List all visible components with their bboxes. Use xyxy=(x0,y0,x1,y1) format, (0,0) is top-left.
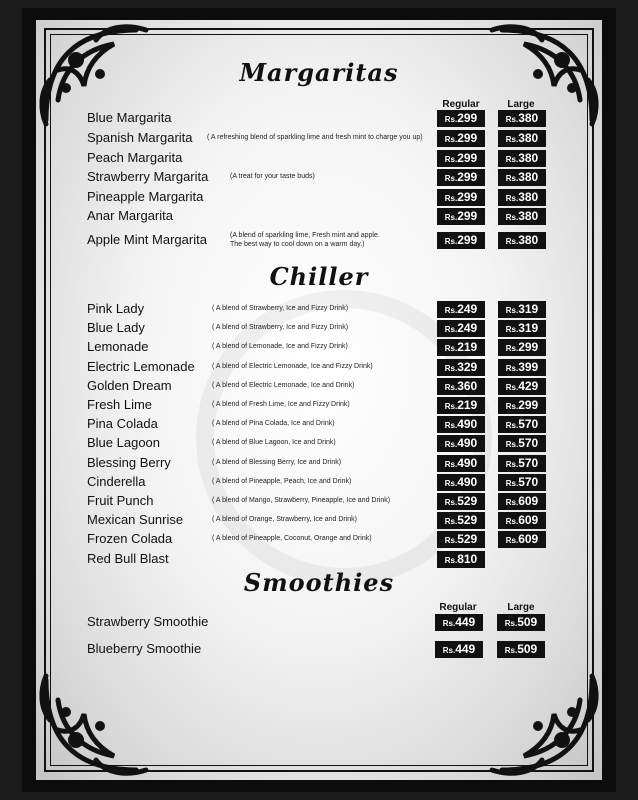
menu-item-row xyxy=(87,301,557,320)
price-large: Rs.429 xyxy=(498,378,546,395)
menu-item-row xyxy=(87,614,557,633)
price-large: Rs.609 xyxy=(498,512,546,529)
price-large: Rs.509 xyxy=(497,641,545,658)
price-regular: Rs.490 xyxy=(437,416,485,433)
item-name: Strawberry Margarita xyxy=(87,169,209,184)
menu-item-row xyxy=(87,169,557,188)
item-name: Electric Lemonade xyxy=(87,358,195,374)
item-description: ( A refreshing blend of sparkling lime and fresh mint to charge you up) xyxy=(207,134,423,141)
item-description: ( A blend of Orange, Strawberry, Ice and Drink) xyxy=(212,516,357,524)
item-name: Golden Dream xyxy=(87,377,172,393)
menu-item-row xyxy=(87,474,557,493)
item-description: ( A blend of Strawberry, Ice and Fizzy Drink) xyxy=(212,324,349,332)
item-description: (A blend of sparkling lime, Fresh mint and apple. The best way to cool down on a warm day.) xyxy=(230,232,380,248)
price-regular: Rs.299 xyxy=(437,130,485,147)
price-large: Rs.380 xyxy=(498,169,546,186)
item-name: Fruit Punch xyxy=(87,493,154,508)
menu-item-row xyxy=(87,339,557,358)
price-large: Rs.380 xyxy=(498,130,546,147)
price-regular: Rs.329 xyxy=(437,359,485,376)
item-description: ( A blend of Mango, Strawberry, Pineapple, Ice and Drink) xyxy=(212,497,391,504)
menu-item-row xyxy=(87,435,557,454)
price-regular: Rs.299 xyxy=(437,189,485,206)
item-description: (A treat for your taste buds) xyxy=(230,173,315,180)
item-name: Pina Colada xyxy=(87,416,158,432)
menu-item-row xyxy=(87,110,557,129)
section-title-chiller: Chiller xyxy=(269,262,369,291)
price-regular: Rs.529 xyxy=(437,512,485,529)
price-regular: Rs.299 xyxy=(437,232,485,249)
price-large: Rs.380 xyxy=(498,208,546,225)
price-large: Rs.380 xyxy=(498,189,546,206)
price-regular: Rs.360 xyxy=(437,378,485,395)
price-regular: Rs.490 xyxy=(437,455,485,472)
item-name: Anar Margarita xyxy=(87,208,173,223)
menu-item-row xyxy=(87,130,557,149)
item-name: Frozen Colada xyxy=(87,531,173,547)
section-title-margaritas: Margaritas xyxy=(239,58,399,87)
price-large: Rs.380 xyxy=(498,110,546,127)
price-large: Rs.570 xyxy=(498,435,546,452)
menu-item-row xyxy=(87,416,557,435)
item-name: Blueberry Smoothie xyxy=(87,641,202,656)
price-regular: Rs.529 xyxy=(437,493,485,510)
item-name: Pineapple Margarita xyxy=(87,189,204,204)
item-description: ( A blend of Strawberry, Ice and Fizzy Drink) xyxy=(212,305,349,312)
item-name: Fresh Lime xyxy=(87,397,153,412)
item-description: ( A blend of Blue Lagoon, Ice and Drink) xyxy=(212,439,336,447)
column-header-regular: Regular xyxy=(439,602,477,613)
item-description: ( A blend of Electric Lemonade, Ice and Fizzy Drink) xyxy=(212,362,373,370)
price-large: Rs.570 xyxy=(498,416,546,433)
ornament-corner-icon xyxy=(482,670,602,780)
item-name: Blue Margarita xyxy=(87,110,172,125)
menu-item-row xyxy=(87,551,557,570)
price-regular: Rs.249 xyxy=(437,320,485,337)
item-description: ( A blend of Blessing Berry, Ice and Drink) xyxy=(212,458,342,466)
menu-item-row xyxy=(87,320,557,339)
price-large: Rs.399 xyxy=(498,359,546,376)
menu-item-row xyxy=(87,512,557,531)
price-regular: Rs.299 xyxy=(437,208,485,225)
price-large: Rs.380 xyxy=(498,150,546,167)
menu-item-row xyxy=(87,493,557,512)
price-regular: Rs.219 xyxy=(437,339,485,356)
menu-item-row xyxy=(87,455,557,474)
price-regular: Rs.219 xyxy=(437,397,485,414)
menu-item-row xyxy=(87,208,557,227)
item-name: Mexican Sunrise xyxy=(87,512,184,528)
item-name: Blue Lagoon xyxy=(87,435,161,451)
price-regular: Rs.529 xyxy=(437,531,485,548)
price-large: Rs.319 xyxy=(498,320,546,337)
price-large: Rs.570 xyxy=(498,455,546,472)
menu-item-row xyxy=(87,641,557,660)
item-description: ( A blend of Lemonade, Ice and Fizzy Drink) xyxy=(212,343,348,351)
price-large: Rs.609 xyxy=(498,493,546,510)
item-name: Cinderella xyxy=(87,473,146,489)
menu-item-row xyxy=(87,232,557,251)
item-name: Pink Lady xyxy=(87,301,145,316)
menu-item-row xyxy=(87,397,557,416)
price-large: Rs.299 xyxy=(498,339,546,356)
item-name: Strawberry Smoothie xyxy=(87,614,209,629)
item-name: Blue Lady xyxy=(87,320,145,336)
column-header-large: Large xyxy=(507,602,535,613)
price-large: Rs.609 xyxy=(498,531,546,548)
item-description: ( A blend of Pineapple, Peach, Ice and Drink) xyxy=(212,477,352,485)
item-description: ( A blend of Electric Lemonade, Ice and Drink) xyxy=(212,381,355,389)
item-name: Spanish Margarita xyxy=(87,130,193,145)
price-regular: Rs.449 xyxy=(435,641,483,658)
price-regular: Rs.249 xyxy=(437,301,485,318)
item-name: Red Bull Blast xyxy=(87,550,169,566)
menu-item-row xyxy=(87,359,557,378)
item-description: ( A blend of Pina Colada, Ice and Drink) xyxy=(212,420,335,428)
item-name: Blessing Berry xyxy=(87,454,171,470)
menu-item-row xyxy=(87,531,557,550)
price-regular: Rs.449 xyxy=(435,614,483,631)
price-large: Rs.380 xyxy=(498,232,546,249)
price-large: Rs.509 xyxy=(497,614,545,631)
price-regular: Rs.490 xyxy=(437,474,485,491)
column-header-large: Large xyxy=(507,99,535,110)
item-name: Lemonade xyxy=(87,339,149,355)
menu-item-row xyxy=(87,189,557,208)
menu-item-row xyxy=(87,378,557,397)
column-header-regular: Regular xyxy=(442,99,480,110)
price-large: Rs.319 xyxy=(498,301,546,318)
ornament-corner-icon xyxy=(36,670,156,780)
item-name: Peach Margarita xyxy=(87,150,183,165)
price-regular: Rs.490 xyxy=(437,435,485,452)
price-regular: Rs.810 xyxy=(437,551,485,568)
price-regular: Rs.299 xyxy=(437,110,485,127)
price-large: Rs.299 xyxy=(498,397,546,414)
section-title-smoothies: Smoothies xyxy=(243,568,395,597)
price-regular: Rs.299 xyxy=(437,169,485,186)
item-description: ( A blend of Fresh Lime, Ice and Fizzy Drink) xyxy=(212,401,350,408)
menu-item-row xyxy=(87,150,557,169)
item-name: Apple Mint Margarita xyxy=(87,232,207,247)
price-regular: Rs.299 xyxy=(437,150,485,167)
item-description: ( A blend of Pineapple, Coconut, Orange and Drink) xyxy=(212,535,372,543)
price-large: Rs.570 xyxy=(498,474,546,491)
